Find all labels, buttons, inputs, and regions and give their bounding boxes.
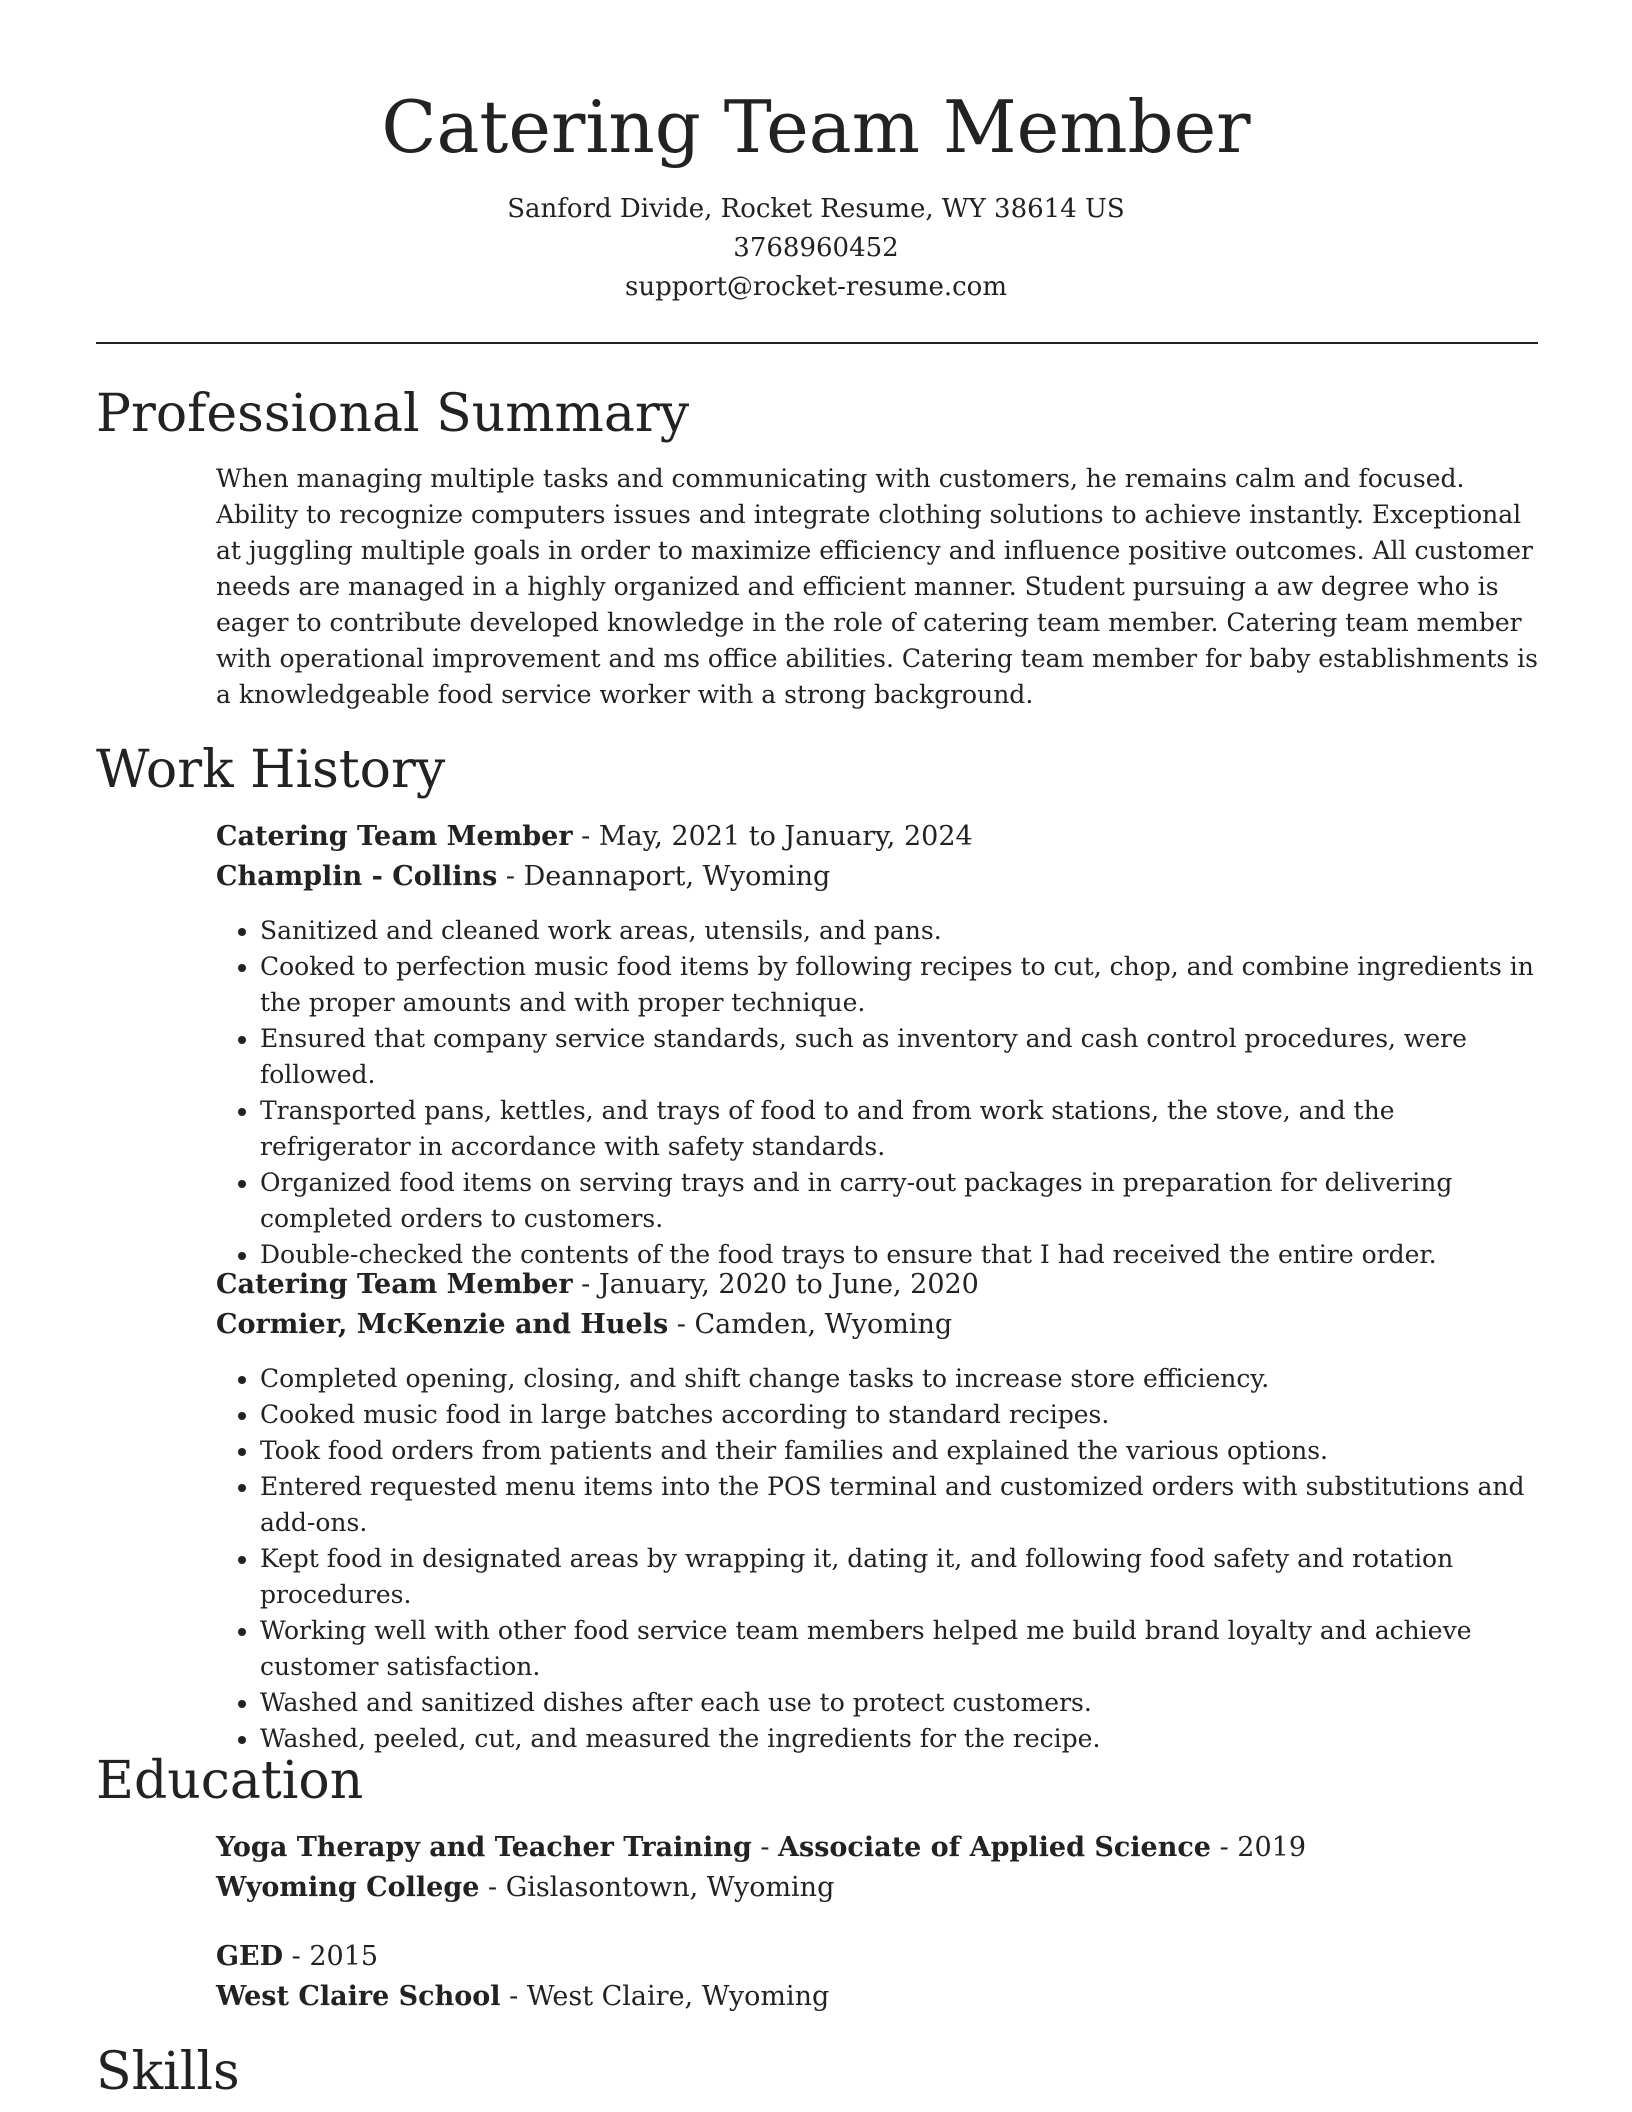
job-bullets (216, 1361, 1538, 1757)
separator: - (479, 1872, 506, 1903)
education-entry (216, 1937, 1538, 2017)
education-school: West Claire School (216, 1981, 501, 2012)
list-item: • Washed, peeled, cut, and measured the ingredients for the recipe. (260, 1721, 1538, 1757)
resume-title: Catering Team Member (381, 85, 1251, 169)
job-location: Camden, Wyoming (694, 1309, 953, 1340)
separator: - (668, 1309, 695, 1340)
education-program-line (216, 1937, 1538, 1977)
education-school-line (216, 1868, 1538, 1908)
education-degree: Associate of Applied Science (778, 1832, 1211, 1863)
job-company: Champlin - Collins (216, 861, 498, 892)
job-company-line (216, 857, 1538, 897)
education-school: Wyoming College (216, 1872, 480, 1903)
section-title-skills: Skills (96, 2042, 240, 2102)
education-year: 2015 (309, 1941, 379, 1972)
separator: - (497, 861, 524, 892)
job-dates: May, 2021 to January, 2024 (598, 821, 973, 852)
education-entry (216, 1828, 1538, 1908)
list-item: • Working well with other food service team members helped me build brand loyalty and achieve customer satisfaction. (260, 1613, 1538, 1685)
education-school-line (216, 1977, 1538, 2017)
section-title-work-history: Work History (96, 740, 446, 800)
list-item: • Entered requested menu items into the POS terminal and customized orders with substitutions and add-ons. (260, 1469, 1538, 1541)
separator: - (572, 821, 599, 852)
job-role: Catering Team Member (216, 1269, 573, 1300)
education-location: Gislasontown, Wyoming (505, 1872, 835, 1903)
job-location: Deannaport, Wyoming (523, 861, 831, 892)
list-item: • Sanitized and cleaned work areas, utensils, and pans. (260, 913, 1538, 949)
list-item: • Double-checked the contents of the food trays to ensure that I had received the entire order. (260, 1237, 1538, 1273)
contact-email: support@rocket-resume.com (624, 272, 1007, 302)
contact-address: Sanford Divide, Rocket Resume, WY 38614 US (507, 194, 1125, 224)
list-item: • Cooked music food in large batches according to standard recipes. (260, 1397, 1538, 1433)
summary-block (216, 461, 1538, 713)
list-item: • Transported pans, kettles, and trays of food to and from work stations, the stove, and the refrigerator in accordance with safety standards. (260, 1093, 1538, 1165)
list-item: • Took food orders from patients and their families and explained the various options. (260, 1433, 1538, 1469)
education-program-line (216, 1828, 1538, 1868)
education-program: GED (216, 1941, 284, 1972)
header-divider (96, 342, 1538, 344)
list-item: • Washed and sanitized dishes after each use to protect customers. (260, 1685, 1538, 1721)
separator: - (1210, 1832, 1238, 1863)
list-item: • Ensured that company service standards, such as inventory and cash control procedures, were followed. (260, 1021, 1538, 1093)
separator: - (751, 1832, 779, 1863)
summary-text: When managing multiple tasks and communicating with customers, he remains calm and focused. Ability to recognize computers issues and integrate clothing solutions to achieve instantly. Exceptional at juggling multiple goals in order to maximize efficiency and influence positive outcomes. All customer needs are managed in a highly organized and efficient manner. Student pursuing a aw degree who is eager to contribute developed knowledge in the role of catering team member. Catering team member with operational improvement and ms office abilities. Catering team member for baby establishments is a knowledgeable food service worker with a strong background. (216, 464, 1539, 709)
job-entry (216, 1265, 1538, 1757)
contact-phone: 3768960452 (733, 233, 899, 263)
job-role-line (216, 1265, 1538, 1305)
job-company-line (216, 1305, 1538, 1345)
list-item: • Cooked to perfection music food items by following recipes to cut, chop, and combine ingredients in the proper amounts and with proper technique. (260, 949, 1538, 1021)
job-dates: January, 2020 to June, 2020 (598, 1269, 979, 1300)
list-item: • Completed opening, closing, and shift change tasks to increase store efficiency. (260, 1361, 1538, 1397)
education-year: 2019 (1237, 1832, 1306, 1863)
job-role-line (216, 817, 1538, 857)
job-entry (216, 817, 1538, 1273)
job-company: Cormier, McKenzie and Huels (216, 1309, 669, 1340)
section-title-education: Education (96, 1751, 364, 1811)
job-role: Catering Team Member (216, 821, 573, 852)
education-program: Yoga Therapy and Teacher Training (216, 1832, 752, 1863)
education-location: West Claire, Wyoming (526, 1981, 830, 2012)
separator: - (283, 1941, 310, 1972)
separator: - (572, 1269, 599, 1300)
separator: - (500, 1981, 527, 2012)
list-item: • Organized food items on serving trays and in carry-out packages in preparation for delivering completed orders to customers. (260, 1165, 1538, 1237)
section-title-summary: Professional Summary (96, 384, 690, 444)
list-item: • Kept food in designated areas by wrapping it, dating it, and following food safety and rotation procedures. (260, 1541, 1538, 1613)
job-bullets (216, 913, 1538, 1273)
